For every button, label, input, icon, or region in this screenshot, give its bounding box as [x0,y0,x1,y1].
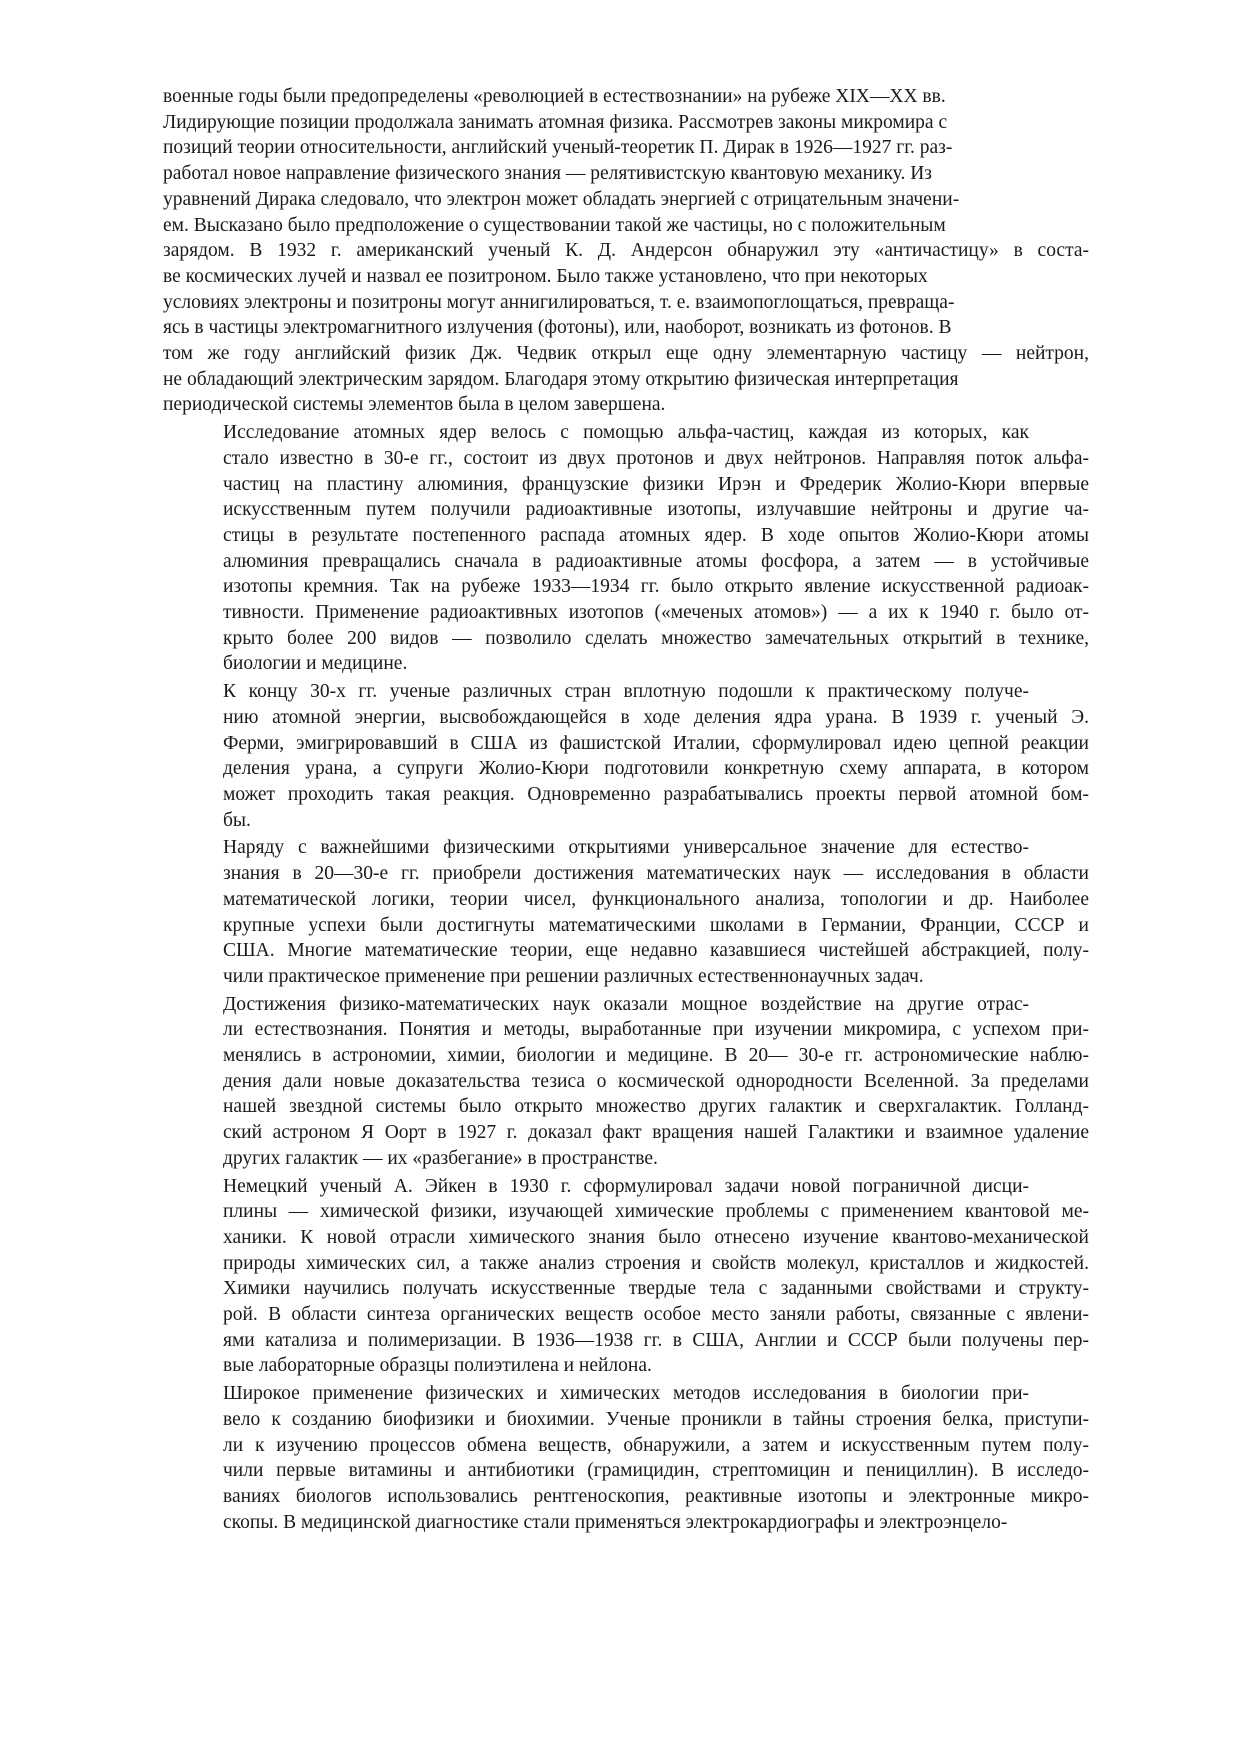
paragraph-1 [163,84,1089,418]
text-line: крыто более 200 видов — позволило сделать множество замечательных открытий в технике, [223,627,1089,649]
text-line: дения дали новые доказательства тезиса о космической однородности Вселенной. За пределами [223,1070,1089,1092]
text-line: не обладающий электрическим зарядом. Благодаря этому открытию физическая интерпретация [163,368,959,390]
paragraph-5 [163,992,1089,1172]
text-line: ями катализа и полимеризации. В 1936—1938 гг. в США, Англии и СССР были получены пер- [223,1329,1089,1351]
text-line: ли естествознания. Понятия и методы, выработанные при изучении микромира, с успехом при- [223,1019,1089,1041]
text-line: Ферми, эмигрировавший в США из фашистской Италии, сформулировал идею цепной реакции [223,732,1089,754]
text-line: уравнений Дирака следовало, что электрон может обладать энергией с отрицательным значени- [163,188,960,210]
text-line: условиях электроны и позитроны могут аннигилироваться, т. е. взаимопоглощаться, превраща- [163,291,955,313]
paragraph-3 [163,679,1089,833]
text-line: алюминия превращались сначала в радиоактивные атомы фосфора, а затем — в устойчивые [223,550,1089,572]
text-line: биологии и медицине. [223,653,408,675]
text-line: Исследование атомных ядер велось с помощью альфа-частиц, каждая из которых, как [223,422,1029,444]
text-line: военные годы были предопределены «революцией в естествознании» на рубеже XIX—XX вв. [163,86,946,107]
text-line: рой. В области синтеза органических веществ особое место заняли работы, связанные с явлени- [223,1304,1089,1326]
text-line: бы. [223,809,251,831]
text-line: природы химических сил, а также анализ строения и свойств молекул, кристаллов и жидкостей. [223,1252,1089,1274]
text-line: ский астроном Я Оорт в 1927 г. доказал факт вращения нашей Галактики и взаимное удаление [223,1122,1089,1144]
text-line: вело к созданию биофизики и биохимии. Ученые проникли в тайны строения белка, приступи- [223,1408,1089,1430]
text-line: ваниях биологов использовались рентгеноскопия, реактивные изотопы и электронные микро- [223,1485,1089,1507]
text-line: ханики. К новой отрасли химического знания было отнесено изучение квантово-механической [223,1226,1089,1248]
text-line: чили практическое применение при решении различных естественнонаучных задач. [223,965,924,987]
text-line: ем. Высказано было предположение о существовании такой же частицы, но с положительным [163,214,946,236]
text-line: ве космических лучей и назвал ее позитроном. Было также установлено, что при некоторых [163,265,928,287]
text-line: других галактик — их «разбегание» в пространстве. [223,1147,658,1169]
text-line: математической логики, теории чисел, функционального анализа, топологии и др. Наиболее [223,888,1089,910]
paragraph-7 [163,1381,1089,1535]
text-line: Немецкий ученый А. Эйкен в 1930 г. сформулировал задачи новой пограничной дисци- [223,1175,1029,1197]
text-line: изотопы кремния. Так на рубеже 1933—1934 гг. было открыто явление искусственной радиоак- [223,576,1089,598]
text-line: Наряду с важнейшими физическими открытиями универсальное значение для естество- [223,837,1029,859]
text-line: периодической системы элементов была в целом завершена. [163,394,666,416]
body-text [163,84,1089,1535]
text-line: ясь в частицы электромагнитного излучения (фотоны), или, наоборот, возникать из фотонов. В [163,317,952,339]
text-line: частиц на пластину алюминия, французские физики Ирэн и Фредерик Жолио-Кюри впервые [223,473,1089,495]
text-line: работал новое направление физического знания — релятивистскую квантовую механику. Из [163,163,932,185]
text-line: К концу 30-х гг. ученые различных стран вплотную подошли к практическому получе- [223,681,1029,703]
text-line: Химики научились получать искусственные твердые тела с заданными свойствами и структу- [223,1278,1089,1300]
text-line: стало известно в 30-е гг., состоит из двух протонов и двух нейтронов. Направляя поток альфа- [223,447,1089,469]
text-line: Лидирующие позиции продолжала занимать атомная физика. Рассмотрев законы микромира с [163,111,948,133]
text-line: плины — химической физики, изучающей химические проблемы с применением квантовой ме- [223,1201,1089,1223]
text-line: зарядом. В 1932 г. американский ученый К. Д. Андерсон обнаружил эту «античастицу» в соста- [163,240,1089,262]
text-line: менялись в астрономии, химии, биологии и медицине. В 20— 30-е гг. астрономические наблю- [223,1045,1089,1067]
text-line: чили первые витамины и антибиотики (грамицидин, стрептомицин и пенициллин). В исследо- [223,1460,1089,1482]
text-line: тивности. Применение радиоактивных изотопов («меченых атомов») — а их к 1940 г. было от- [223,602,1089,624]
text-line: ли к изучению процессов обмена веществ, обнаружили, а затем и искусственным путем полу- [223,1434,1089,1456]
text-line: может проходить такая реакция. Одновременно разрабатывались проекты первой атомной бом- [223,783,1089,805]
paragraph-6 [163,1174,1089,1380]
text-line: искусственным путем получили радиоактивные изотопы, излучавшие нейтроны и другие ча- [223,499,1089,521]
text-line: знания в 20—30-е гг. приобрели достижения математических наук — исследования в области [223,863,1089,885]
text-line: деления урана, а супруги Жолио-Кюри подготовили конкретную схему аппарата, в котором [223,758,1089,780]
text-line: нашей звездной системы было открыто множество других галактик и сверхгалактик. Голланд- [223,1096,1089,1118]
text-line: позиций теории относительности, английский ученый-теоретик П. Дирак в 1926—1927 гг. раз- [163,137,953,159]
text-line: Широкое применение физических и химических методов исследования в биологии при- [223,1383,1029,1405]
text-line: том же году английский физик Дж. Чедвик открыл еще одну элементарную частицу — нейтрон, [163,343,1089,365]
text-line: стицы в результате постепенного распада атомных ядер. В ходе опытов Жолио-Кюри атомы [223,524,1089,546]
text-line: Достижения физико-математических наук оказали мощное воздействие на другие отрас- [223,993,1029,1015]
text-line: крупные успехи были достигнуты математическими школами в Германии, Франции, СССР и [223,914,1089,936]
paragraph-2 [163,420,1089,677]
text-line: нию атомной энергии, высвобождающейся в ходе деления ядра урана. В 1939 г. ученый Э. [223,706,1089,728]
text-line: скопы. В медицинской диагностике стали применяться электрокардиографы и электроэнцело- [223,1511,1008,1533]
text-line: США. Многие математические теории, еще недавно казавшиеся чистейшей абстракцией, полу- [223,940,1089,962]
text-line: вые лабораторные образцы полиэтилена и нейлона. [223,1355,652,1377]
paragraph-4 [163,835,1089,989]
